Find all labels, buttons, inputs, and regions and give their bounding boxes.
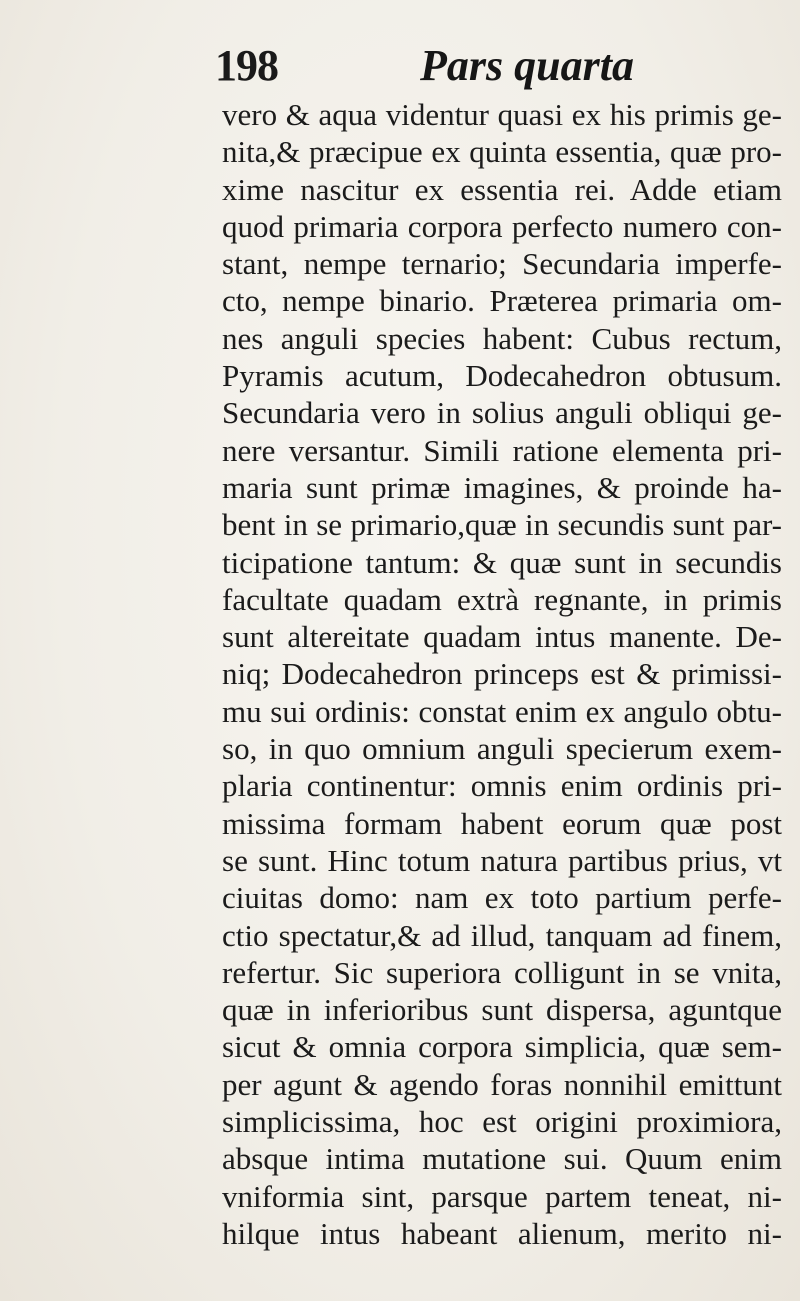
text-line: cto, nempe binario. Præterea primaria om- bbox=[222, 283, 782, 319]
body-text bbox=[222, 96, 782, 1252]
text-line: ticipatione tantum: & quæ sunt in secundis bbox=[222, 544, 782, 580]
text-line: sunt altereitate quadam intus manente. De- bbox=[222, 619, 782, 655]
page-header bbox=[215, 30, 775, 90]
text-line: quod primaria corpora perfecto numero con- bbox=[222, 208, 782, 244]
page-number: 198 bbox=[215, 41, 278, 90]
text-line: quæ in inferioribus sunt dispersa, aguntque bbox=[222, 992, 782, 1028]
text-line: bent in se primario,quæ in secundis sunt par- bbox=[222, 507, 782, 543]
text-line: Secundaria vero in solius anguli obliqui ge- bbox=[222, 395, 782, 431]
text-line: vero & aqua videntur quasi ex his primis ge- bbox=[222, 97, 782, 132]
text-line: facultate quadam extrà regnante, in primis bbox=[222, 581, 782, 617]
text-line: niq; Dodecahedron princeps est & primissi- bbox=[222, 656, 782, 692]
text-line: plaria continentur: omnis enim ordinis pri- bbox=[222, 768, 782, 804]
text-line: hilque intus habeant alienum, merito ni- bbox=[222, 1215, 782, 1251]
text-line: nita,& præcipue ex quinta essentia, quæ pro- bbox=[222, 134, 782, 170]
running-title: Pars quarta bbox=[420, 41, 634, 90]
text-line: refertur. Sic superiora colligunt in se vnita, bbox=[222, 954, 782, 990]
text-line: ciuitas domo: nam ex toto partium perfe- bbox=[222, 880, 782, 916]
text-line: so, in quo omnium anguli specierum exem- bbox=[222, 731, 782, 767]
text-line: nere versantur. Simili ratione elementa pri- bbox=[222, 432, 782, 468]
text-line: mu sui ordinis: constat enim ex angulo obtu- bbox=[222, 693, 782, 729]
text-line: simplicissima, hoc est origini proximiora, bbox=[222, 1104, 782, 1140]
text-line: ctio spectatur,& ad illud, tanquam ad finem, bbox=[222, 917, 782, 953]
text-line: se sunt. Hinc totum natura partibus prius, vt bbox=[222, 842, 782, 878]
text-line: missima formam habent eorum quæ post bbox=[222, 805, 782, 841]
text-line: nes anguli species habent: Cubus rectum, bbox=[222, 320, 782, 356]
text-line: per agunt & agendo foras nonnihil emittunt bbox=[222, 1066, 782, 1102]
text-line: sicut & omnia corpora simplicia, quæ sem- bbox=[222, 1029, 782, 1065]
text-line: Pyramis acutum, Dodecahedron obtusum. bbox=[222, 358, 782, 394]
text-line: stant, nempe ternario; Secundaria imperfe- bbox=[222, 246, 782, 282]
text-line: absque intima mutatione sui. Quum enim bbox=[222, 1141, 782, 1177]
text-line: vniformia sint, parsque partem teneat, ni- bbox=[222, 1178, 782, 1214]
text-line: maria sunt primæ imagines, & proinde ha- bbox=[222, 469, 782, 505]
text-line: xime nascitur ex essentia rei. Adde etiam bbox=[222, 171, 782, 207]
